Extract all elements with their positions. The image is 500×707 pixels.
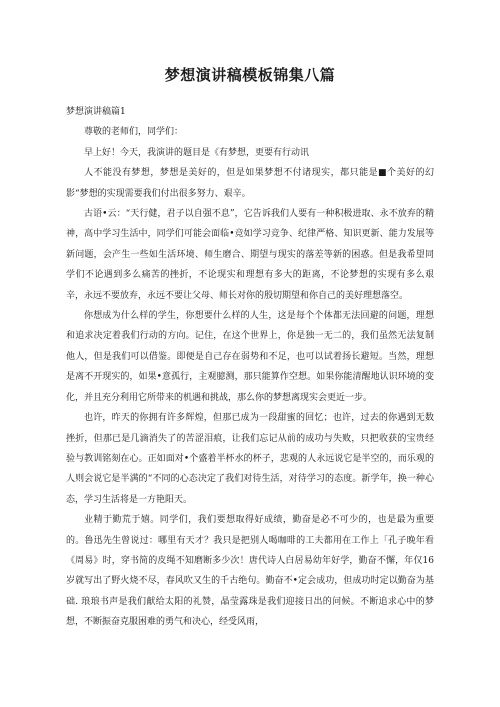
document-title: 梦想演讲稿模板锦集八篇	[164, 66, 336, 84]
paragraph: 尊敬的老师们，同学们：	[84, 127, 184, 138]
paragraph: 早上好！今天，我演讲的题目是《有梦想，更要有行动讯	[84, 147, 310, 158]
paragraph: 你想成为什么样的学生，你想要什么样的人生，这是每个个体都无法回避的问题，理想和追求决定着我们行动的方向。记住，在这个世界上，你是独一无二的，我们虽然无法复制他人，但是我们可以借鉴。即便是自己存在弱势和不足，也可以试着扬长避短。当然，理想是离不开现实的，如果•意孤行，主观臆测，那只能算作空想。如果你能清醒地认识环境的变化，并且充分利用它所带来的机遇和挑战，那么你的梦想离现实会更近一步。	[66, 311, 434, 403]
document-body	[66, 102, 434, 633]
paragraph: 古语•云：“天行健，君子以自强不息”，它告诉我们人要有一种积极进取、永不放弃的精神，高中学习生活中，同学们可能会面临•竞如学习竞争、纪律严格、知识更新、能力发展等新问题，会产生一些如生活环境、师生磨合、期望与现实的落差等新的困惑。但是我希望同学们不论遇到多么痛苦的挫折，不论现实和理想有多大的距离，不论梦想的实现有多么艰辛，永远不要放弃，永远不要让父母、师长对你的殷切期望和你自己的美好理想落空。	[66, 209, 434, 301]
paragraph: 业精于勤荒于嬉。同学们，我们要想取得好成绩，勤奋是必不可少的，也是最为重要的。鲁迅先生曾说过：哪里有天才？我只是把别人喝咖啡的工夫都用在工作上「孔子晚年看《周易》时，穿书简的皮绳不知磨断多少次！唐代诗人白居易幼年好学，勤奋不懈，年仅16岁就写出了野火烧不尽，春风吹又生的千古绝句。勤奋不•定会成功，但成功时定以勤奋为基础. 琅琅书声是我们献给太阳的礼赞，晶莹露珠是我们迎接日出的问候。不断追求心中的梦想，不断振奋克服困难的勇气和决心，经受风雨，	[66, 515, 434, 628]
section-subtitle: 梦想演讲稿篇1	[66, 107, 126, 117]
paragraph: 人不能没有梦想，梦想是美好的，但是如果梦想不付诸现实，都只能是■个美好的幻影“梦想的实现需要我们付出很多努力、艰辛。	[66, 168, 434, 199]
paragraph: 也许，昨天的你拥有许多辉煌，但那已成为一段甜蜜的回忆；也许，过去的你遇到无数挫折，但那已是几滴消失了的苦涩泪痕，让我们忘记从前的成功与失败，只把收获的宝贵经验与教训铭刻在心。正如面对•个盛着半杯水的杯子，悲观的人永远说它是半空的，而乐观的人则会说它是半满的“不同的心态决定了我们对待生活，对待学习的态度。新学年，换一种心态，学习生活将是一方艳阳天。	[66, 413, 434, 505]
